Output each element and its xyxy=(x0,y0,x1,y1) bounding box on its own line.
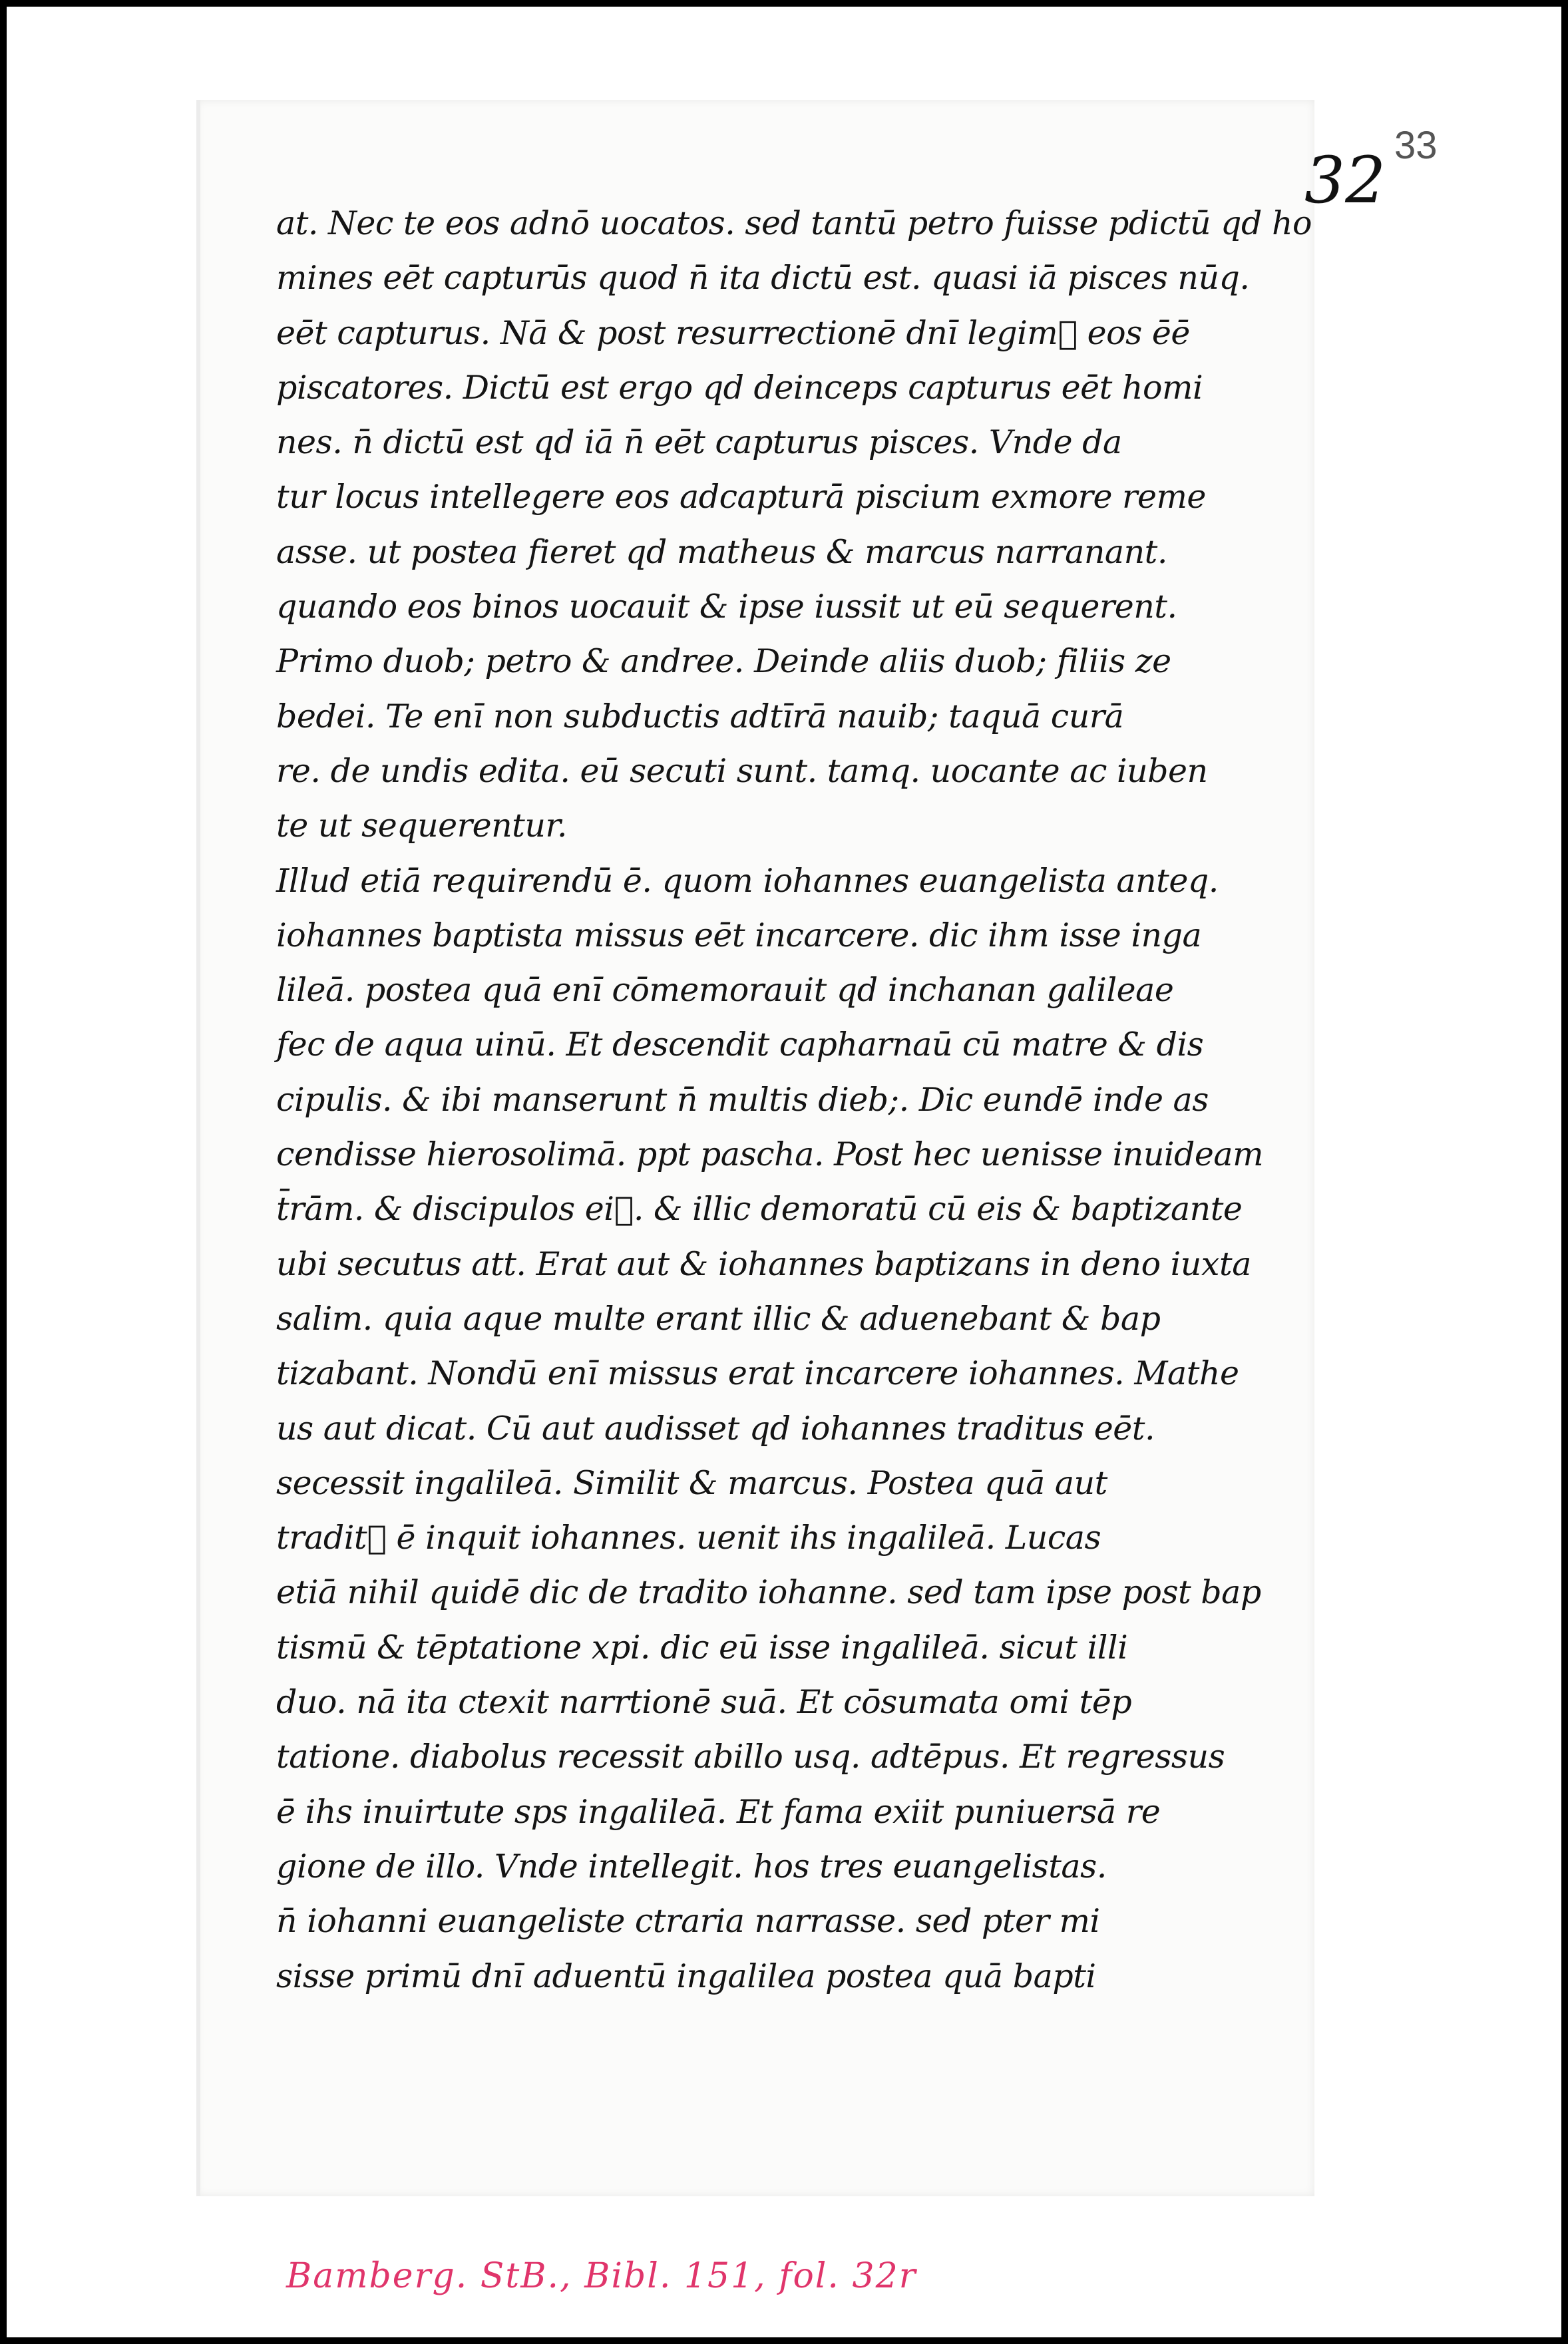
text-line: piscatores. Dictū est ergo qd deinceps capturus eēt homi xyxy=(276,368,1203,407)
text-line: Primo duob; petro & andree. Deinde aliis duob; filiis ze xyxy=(276,642,1171,681)
text-line: at. Nec te eos adnō uocatos. sed tantū petro fuisse pdictū qd ho xyxy=(276,204,1312,242)
text-line: fec de aqua uinū. Et descendit capharnaū cū matre & dis xyxy=(276,1026,1204,1064)
text-line: tur locus intellegere eos adcapturā piscium exmore reme xyxy=(276,478,1206,516)
text-line: te ut sequerentur. xyxy=(276,807,568,845)
text-line: n̄ iohanni euangeliste ctraria narrasse. sed pter mi xyxy=(276,1902,1100,1941)
text-line: tismū & tēptatione xpi. dic eū isse ingalileā. sicut illi xyxy=(276,1628,1128,1666)
leaf-edge xyxy=(196,100,200,2196)
text-line: eēt capturus. Nā & post resurrectionē dnī legim᷒ eos ēē xyxy=(276,313,1190,352)
text-line: secessit ingalileā. Similit & marcus. Postea quā aut xyxy=(276,1464,1107,1502)
text-line: iohannes baptista missus eēt incarcere. dic ihm isse inga xyxy=(276,916,1202,954)
text-line: salim. quia aque multe erant illic & aduenebant & bap xyxy=(276,1299,1161,1338)
text-line: duo. nā ita ctexit narrtionē suā. Et cōsumata omi tēp xyxy=(276,1683,1132,1722)
folio-number: 32 xyxy=(1304,143,1386,218)
text-line: quando eos binos uocauit & ipse iussit ut eū sequerent. xyxy=(276,588,1177,626)
text-line: tatione. diabolus recessit abillo usq. adtēpus. Et regressus xyxy=(276,1738,1225,1776)
text-line: us aut dicat. Cū aut audisset qd iohannes traditus eēt. xyxy=(276,1409,1155,1448)
text-line: cipulis. & ibi manserunt n̄ multis dieb;. Dic eundē inde as xyxy=(276,1080,1209,1119)
text-line: ubi secutus att. Erat aut & iohannes baptizans in deno iuxta xyxy=(276,1245,1251,1283)
text-line: nes. n̄ dictū est qd iā n̄ eēt capturus pisces. Vnde da xyxy=(276,423,1122,462)
text-line: ē ihs inuirtute sps ingalileā. Et fama exiit puniuersā re xyxy=(276,1792,1161,1831)
shelfmark-note: Bamberg. StB., Bibl. 151, fol. 32r xyxy=(286,2256,917,2296)
text-line: gione de illo. Vnde intellegit. hos tres euangelistas. xyxy=(276,1847,1107,1885)
text-line: re. de undis edita. eū secuti sunt. tamq. uocante ac iuben xyxy=(276,751,1208,790)
text-line: t̄rām. & discipulos ei᷒. & illic demoratū cū eis & baptizante xyxy=(276,1190,1243,1229)
text-line: bedei. Te enī non subductis adtīrā nauib; taquā curā xyxy=(276,697,1124,735)
text-line: cendisse hierosolimā. ppt pascha. Post hec uenisse inuideam xyxy=(276,1135,1264,1174)
text-line: tradit᷒ ē inquit iohannes. uenit ihs ingalileā. Lucas xyxy=(276,1519,1101,1557)
text-line: mines eēt capturūs quod n̄ ita dictū est. quasi iā pisces nūq. xyxy=(276,259,1250,297)
text-line: lileā. postea quā enī cōmemorauit qd inchanan galileae xyxy=(276,971,1174,1010)
text-line: tizabant. Nondū enī missus erat incarcere iohannes. Mathe xyxy=(276,1354,1239,1393)
text-line: Illud etiā requirendū ē. quom iohannes euangelista anteq. xyxy=(276,861,1219,900)
text-line: asse. ut postea fieret qd matheus & marcus narranant. xyxy=(276,532,1167,571)
text-line: sisse primū dnī aduentū ingalilea postea quā bapti xyxy=(276,1957,1096,1995)
manuscript-text xyxy=(276,196,1314,2004)
text-line: etiā nihil quidē dic de tradito iohanne. sed tam ipse post bap xyxy=(276,1573,1261,1612)
folio-number-alt: 33 xyxy=(1394,124,1438,167)
